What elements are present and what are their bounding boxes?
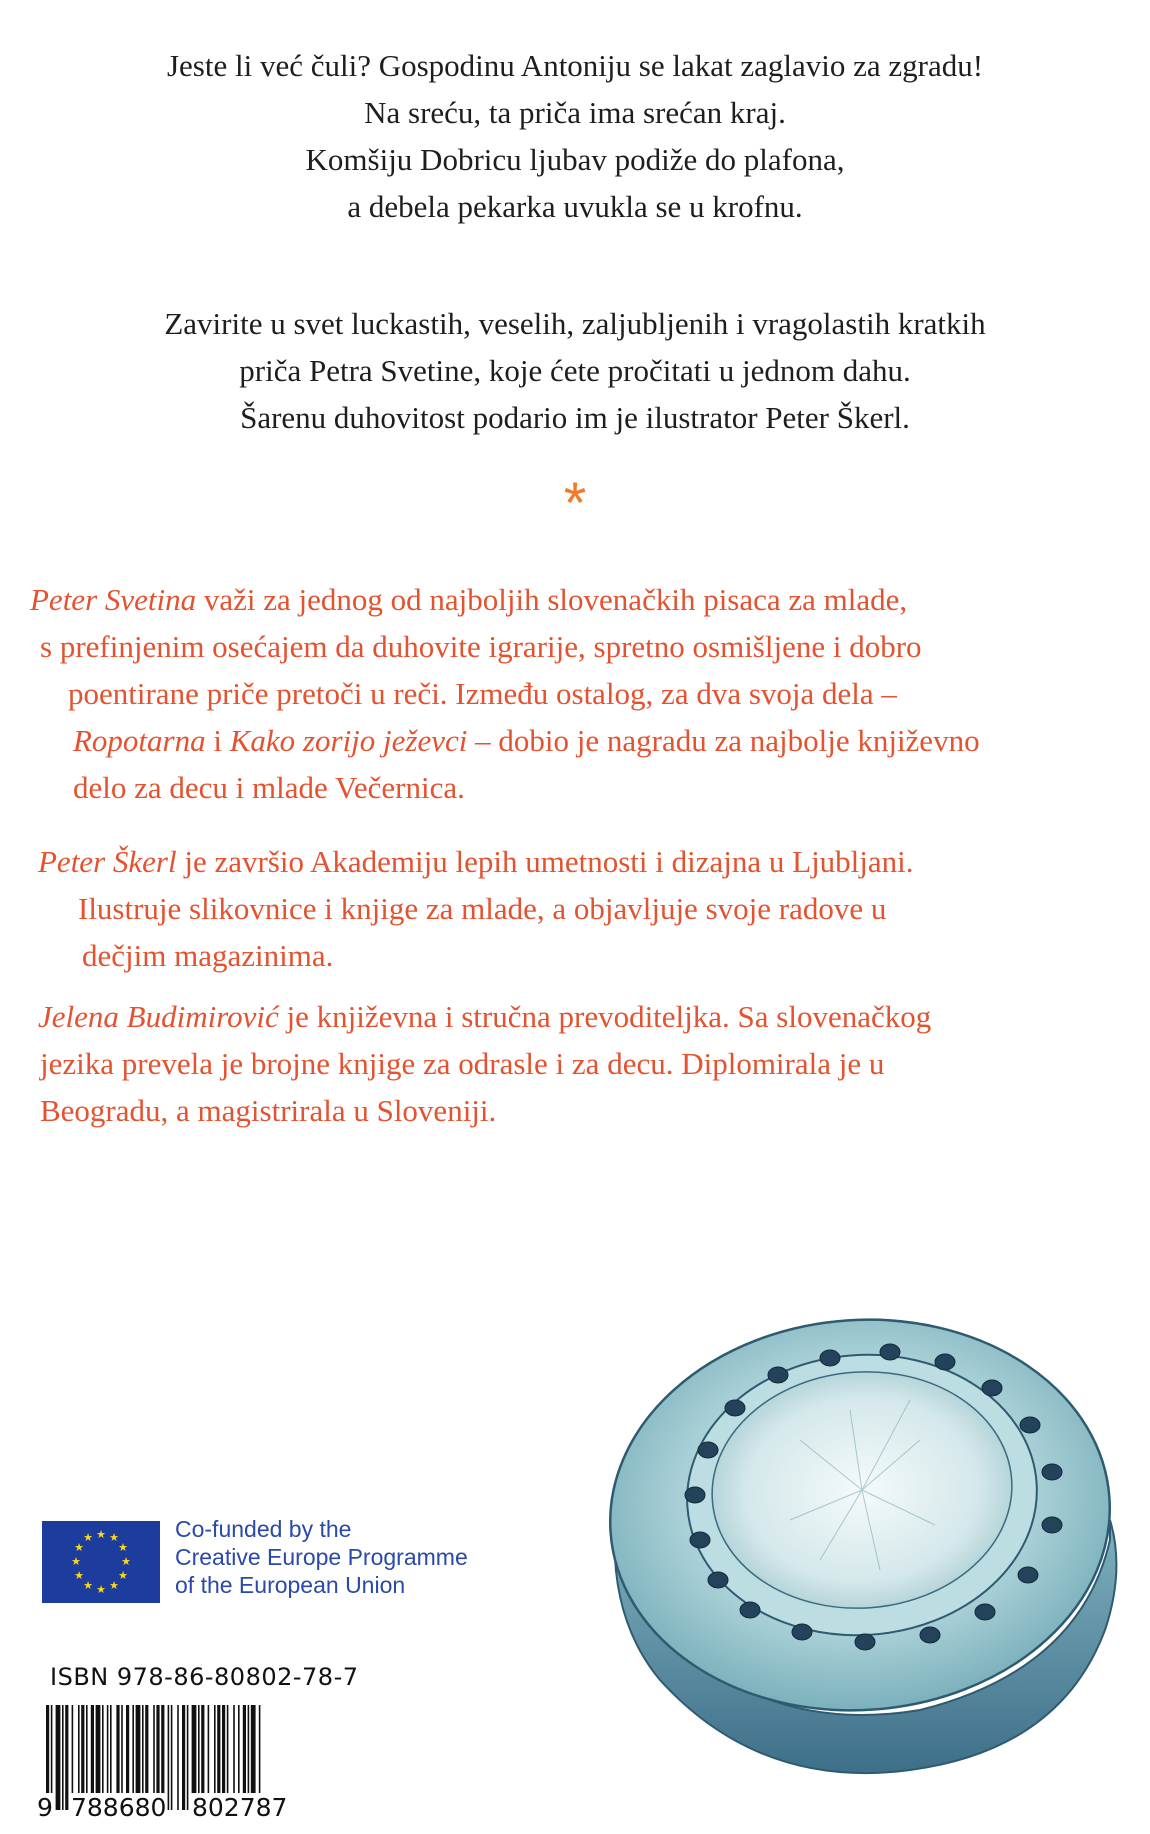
svg-text:★: ★ [71,1555,81,1568]
bio-text: i [205,723,230,758]
bio-line: s prefinjenim osećajem da duhovite igrarije, spretno osmišljene i dobro [40,629,922,664]
eu-text-line: of the European Union [175,1572,406,1598]
bio-text: je književna i stručna prevoditeljka. Sa slovenačkog [278,999,932,1034]
bio-line: jezika prevela je brojne knjige za odrasle i za decu. Diplomirala je u [40,1046,885,1081]
bio-text: važi za jednog od najboljih slovenačkih pisaca za mlade, [196,582,908,617]
svg-text:★: ★ [118,1541,128,1554]
svg-text:★: ★ [109,1531,119,1544]
blurb-line: Komšiju Dobricu ljubav podiže do plafona, [305,142,845,177]
blurb-paragraph-1 [0,42,1150,230]
book-title: Kako zorijo ježevci [229,723,468,758]
bio-text: – dobio je nagradu za najbolje književno [467,723,980,758]
blurb-paragraph-2 [0,300,1150,441]
bio-jelena-budimirovic [38,993,931,1134]
blurb-line: a debela pekarka uvukla se u krofnu. [347,189,803,224]
blurb-line: Šarenu duhovitost podario im je ilustrator Peter Škerl. [240,400,910,435]
bio-line: Beogradu, a magistrirala u Sloveniji. [40,1093,497,1128]
barcode-digit-group: 788680 [71,1793,167,1822]
bio-peter-skerl [38,838,914,979]
blurb-line: priča Petra Svetine, koje ćete pročitati u jednom dahu. [239,353,911,388]
blurb-line: Zavirite u svet luckastih, veselih, zaljubljenih i vragolastih kratkih [164,306,986,341]
bio-line: poentirane priče pretoči u reči. Između ostalog, za dva svoja dela – [68,676,897,711]
svg-text:★: ★ [96,1528,106,1541]
blurb-line: Na sreću, ta priča ima srećan kraj. [364,95,786,130]
bio-line: Ilustruje slikovnice i knjige za mlade, a objavljuje svoje radove u [78,891,887,926]
bio-line [73,717,980,764]
bio-line [30,576,937,623]
bio-line [38,993,931,1040]
svg-text:★: ★ [83,1579,93,1592]
bio-text: je završio Akademiju lepih umetnosti i dizajna u Ljubljani. [176,844,914,879]
eu-text [175,1515,575,1599]
eu-text-line: Co-funded by the [175,1516,352,1542]
svg-text:★: ★ [74,1569,84,1582]
bio-line [38,838,914,885]
svg-text:★: ★ [118,1569,128,1582]
svg-text:★: ★ [74,1541,84,1554]
eu-text-line: Creative Europe Programme [175,1544,468,1570]
blurb-line: Jeste li već čuli? Gospodinu Antoniju se lakat zaglavio za zgradu! [166,48,984,83]
bio-line: dečjim magazinima. [82,938,334,973]
disk-illustration [590,1290,1130,1810]
author-name: Jelena Budimirović [38,999,279,1034]
author-name: Peter Škerl [38,844,177,879]
separator-asterisk: * [563,471,587,536]
book-title: Ropotarna [73,723,206,758]
barcode-digit-group: 802787 [192,1793,288,1822]
barcode-digits [36,1793,346,1829]
bio-line: delo za decu i mlade Večernica. [73,770,465,805]
barcode-digit-group: 9 [37,1793,53,1822]
svg-text:★: ★ [109,1579,119,1592]
svg-text:★: ★ [96,1583,106,1596]
bio-peter-svetina [30,576,980,811]
eu-flag-icon [42,1521,160,1603]
svg-text:★: ★ [121,1555,131,1568]
author-name: Peter Svetina [30,582,197,617]
svg-text:★: ★ [83,1531,93,1544]
isbn-label: ISBN 978-86-80802-78-7 [50,1663,359,1691]
